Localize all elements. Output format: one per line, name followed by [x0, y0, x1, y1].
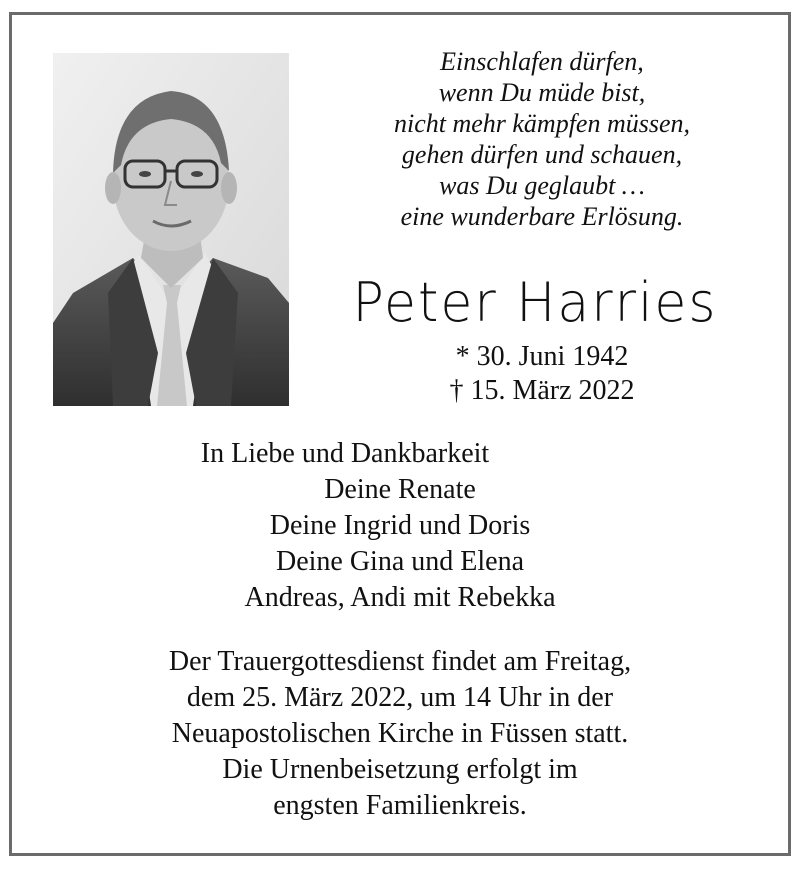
life-dates	[318, 340, 766, 408]
poem-line: Einschlafen dürfen,	[440, 47, 644, 76]
service-line: Der Trauergottesdienst findet am Freitag,	[168, 646, 632, 677]
family-member: Andreas, Andi mit Rebekka	[244, 582, 556, 613]
family-member: Deine Gina und Elena	[275, 546, 525, 577]
deceased-name: Peter Harries	[352, 271, 718, 335]
poem-line: was Du geglaubt …	[439, 171, 645, 200]
poem-line: eine wunderbare Erlösung.	[400, 202, 684, 231]
service-line: Die Urnenbeisetzung erfolgt im	[222, 754, 578, 785]
poem-line: nicht mehr kämpfen müssen,	[393, 109, 691, 138]
family-member: Deine Ingrid und Doris	[269, 510, 531, 541]
service-line: Neuapostolischen Kirche in Füssen statt.	[171, 718, 629, 749]
service-notice	[40, 644, 760, 824]
portrait-photo	[53, 53, 289, 406]
poem-line: wenn Du müde bist,	[438, 78, 646, 107]
family-intro: In Liebe und Dankbarkeit	[200, 438, 490, 469]
service-line: dem 25. März 2022, um 14 Uhr in der	[186, 682, 614, 713]
family-member: Deine Renate	[324, 474, 476, 505]
poem	[318, 46, 766, 232]
family-signatures	[110, 436, 690, 616]
death-date: † 15. März 2022	[449, 375, 635, 406]
service-line: engsten Familienkreis.	[273, 790, 527, 821]
poem-line: gehen dürfen und schauen,	[401, 140, 683, 169]
birth-date: * 30. Juni 1942	[455, 341, 629, 372]
